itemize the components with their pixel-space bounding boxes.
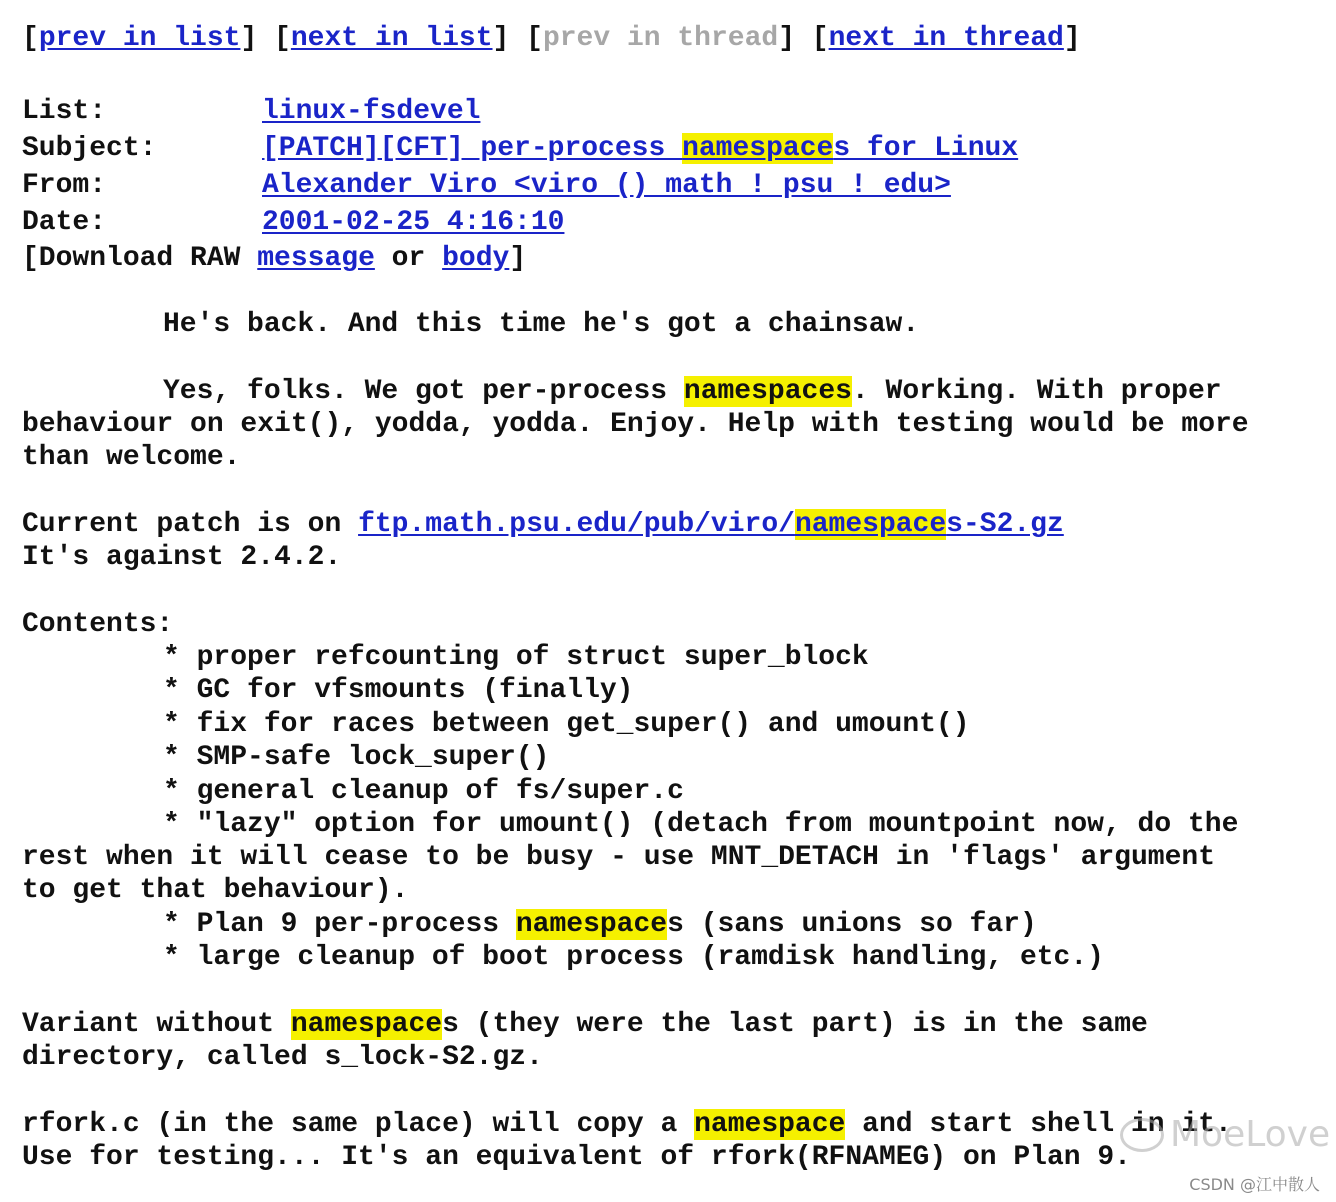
csdn-credit: CSDN @江中散人 xyxy=(1189,1175,1320,1194)
patch-ftp-link[interactable] xyxy=(358,509,1064,540)
search-highlight: namespace xyxy=(682,133,834,164)
contents-label: Contents: xyxy=(22,609,174,640)
subject-text-pre: [PATCH][CFT] per-process xyxy=(262,133,683,164)
search-highlight: namespace xyxy=(290,1009,443,1040)
body-text: s (they were the last part) is in the same xyxy=(442,1009,1148,1040)
contents-item: * proper refcounting of struct super_block xyxy=(163,642,869,673)
download-body-link[interactable]: body xyxy=(442,243,510,274)
body-line: He's back. And this time he's got a chainsaw. xyxy=(163,309,920,340)
search-highlight: namespace xyxy=(515,909,668,940)
search-highlight: namespaces xyxy=(683,376,852,407)
body-line: directory, called s_lock-S2.gz. xyxy=(22,1042,543,1073)
body-line xyxy=(22,1008,1148,1041)
list-link[interactable]: linux-fsdevel xyxy=(262,96,481,127)
download-message-link[interactable]: message xyxy=(257,243,375,274)
next-in-thread-link[interactable]: next in thread xyxy=(828,23,1064,54)
body-line xyxy=(163,375,1222,408)
search-highlight: namespace xyxy=(694,1109,846,1140)
body-line: Use for testing... It's an equivalent of rfork(RFNAMEG) on Plan 9. xyxy=(22,1142,1131,1173)
body-text: and start shell in it. xyxy=(845,1109,1232,1140)
body-text: Current patch is on xyxy=(22,509,359,540)
from-link[interactable]: Alexander Viro <viro () math ! psu ! edu> xyxy=(262,170,951,201)
prev-in-thread-disabled: prev in thread xyxy=(542,23,779,54)
next-in-list-link[interactable]: next in list xyxy=(290,23,493,54)
contents-item: * general cleanup of fs/super.c xyxy=(163,776,684,807)
contents-item-cont: to get that behaviour). xyxy=(22,875,409,906)
download-close-text: ] xyxy=(509,243,527,274)
patch-link-text: ftp.math.psu.edu/pub/viro/ xyxy=(358,509,795,540)
watermark xyxy=(1120,1114,1330,1155)
download-raw-line xyxy=(22,242,526,275)
contents-item: * SMP-safe lock_super() xyxy=(163,742,550,773)
body-line xyxy=(22,508,1064,541)
download-text: [Download RAW xyxy=(22,243,258,274)
contents-item: * large cleanup of boot process (ramdisk handling, etc.) xyxy=(163,942,1104,973)
from-label: From: xyxy=(22,170,107,201)
list-label: List: xyxy=(22,96,107,127)
body-text: . Working. With proper xyxy=(851,376,1222,407)
contents-item-cont: rest when it will cease to be busy - use MNT_DETACH in 'flags' argument xyxy=(22,842,1215,873)
body-text: * Plan 9 per-process xyxy=(163,909,516,940)
body-line: behaviour on exit(), yodda, yodda. Enjoy. Help with testing would be more xyxy=(22,409,1249,440)
wechat-bubble-icon xyxy=(1120,1118,1164,1152)
search-highlight: namespace xyxy=(794,509,947,540)
body-text: Variant without xyxy=(22,1009,291,1040)
body-text: Yes, folks. We got per-process xyxy=(163,376,684,407)
body-line: than welcome. xyxy=(22,442,241,473)
contents-item: * GC for vfsmounts (finally) xyxy=(163,675,634,706)
subject-text-post: s for Linux xyxy=(833,133,1019,164)
contents-item: * "lazy" option for umount() (detach from mountpoint now, do the xyxy=(163,809,1239,840)
subject-label: Subject: xyxy=(22,133,157,164)
patch-link-text: s-S2.gz xyxy=(946,509,1064,540)
thread-nav: [prev in list] [next in list] [prev in thread] [next in thread] xyxy=(22,23,1081,54)
body-line: It's against 2.4.2. xyxy=(22,542,342,573)
date-link[interactable]: 2001-02-25 4:16:10 xyxy=(262,207,565,238)
body-line xyxy=(22,1108,1232,1141)
watermark-text: MoeLove xyxy=(1170,1114,1331,1155)
body-text: rfork.c (in the same place) will copy a xyxy=(22,1109,695,1140)
prev-in-list-link[interactable]: prev in list xyxy=(38,23,241,54)
contents-item: * fix for races between get_super() and umount() xyxy=(163,709,970,740)
subject-link[interactable] xyxy=(262,133,1018,164)
date-label: Date: xyxy=(22,207,107,238)
body-text: s (sans unions so far) xyxy=(667,909,1037,940)
contents-item xyxy=(163,908,1037,941)
download-or-text: or xyxy=(374,243,443,274)
